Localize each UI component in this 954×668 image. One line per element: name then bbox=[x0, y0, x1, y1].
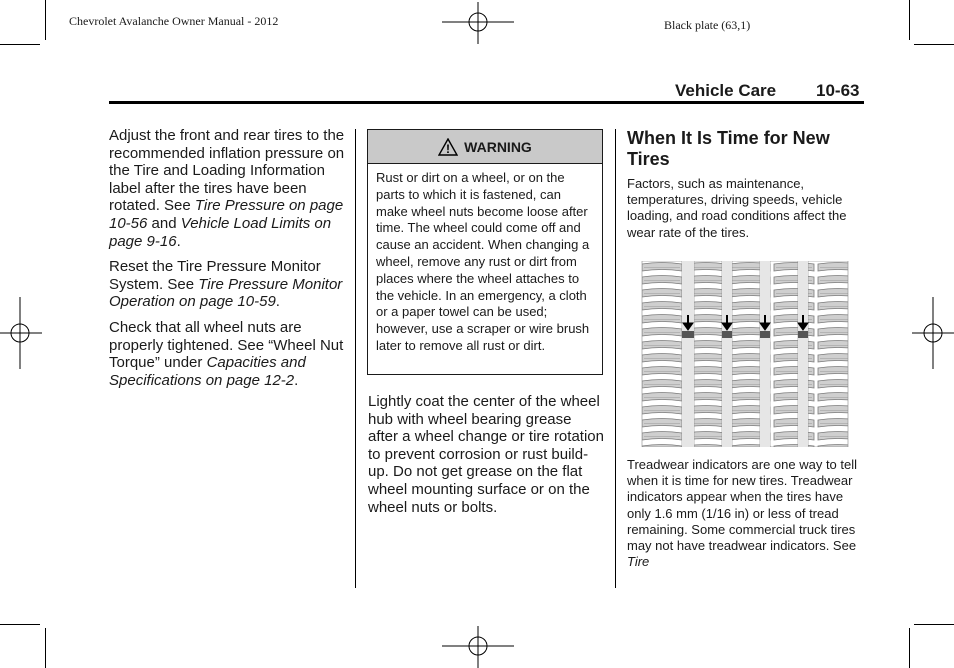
registration-mark-bottom bbox=[442, 626, 514, 668]
crop-mark bbox=[0, 44, 40, 45]
cross-reference[interactable]: Capacities and Specifications on page 12-2 bbox=[109, 354, 306, 389]
crop-mark bbox=[45, 628, 46, 668]
paragraph-wheel-hub-grease: Lightly coat the center of the wheel hub with wheel bearing grease after a wheel change or tire rotation to prevent corrosion or rust build-up. Do not get grease on the flat wheel mounting surface or on the wheel nuts or bolts. bbox=[368, 393, 604, 516]
registration-mark-left bbox=[0, 297, 42, 369]
registration-mark-top bbox=[442, 2, 514, 44]
warning-text: Rust or dirt on a wheel, or on the parts to which it is fastened, can make wheel nuts become loose after time. The wheel could come off and cause an accident. When changing a wheel, remove any rust or dirt from places where the wheel attaches to the vehicle. In an emergency, a cloth or a paper towel can be used; however, use a scraper or wire brush later to remove all rust or dirt. bbox=[376, 170, 590, 353]
paragraph-adjust-pressure: Adjust the front and rear tires to the recommended inflation pressure on the Tire and Loading Information label after the tires have been rotated. See Tire Pressure on page 10-56 and Vehicle Load Limits on page 9-16. bbox=[109, 127, 345, 250]
crop-mark bbox=[914, 44, 954, 45]
crop-mark bbox=[45, 0, 46, 40]
cross-reference[interactable]: Vehicle Load Limits on page 9-16 bbox=[109, 214, 332, 250]
warning-title: WARNING bbox=[464, 138, 532, 155]
cross-reference[interactable]: Tire Pressure on page 10-56 bbox=[109, 197, 344, 232]
crop-mark bbox=[909, 0, 910, 40]
paragraph-reset-tpms: Reset the Tire Pressure Monitor System. See Tire Pressure Monitor Operation on page 10-59. bbox=[109, 258, 343, 311]
plate-label: Black plate (63,1) bbox=[664, 18, 751, 32]
crop-mark bbox=[909, 628, 910, 668]
column-divider bbox=[615, 129, 616, 588]
header-rule bbox=[109, 101, 864, 104]
treadwear-indicator-illustration bbox=[640, 261, 850, 447]
registration-mark-right bbox=[912, 297, 954, 369]
warning-icon bbox=[438, 138, 458, 156]
page-number: 10-63 bbox=[816, 81, 860, 100]
warning-header bbox=[368, 130, 602, 164]
paragraph-wear-factors: Factors, such as maintenance, temperatures, driving speeds, vehicle loading, and road conditions affect the wear rate of the tires. bbox=[627, 176, 847, 240]
section-title: Vehicle Care bbox=[675, 81, 777, 100]
crop-mark bbox=[914, 624, 954, 625]
warning-box bbox=[367, 129, 603, 375]
paragraph-treadwear-indicators: Treadwear indicators are one way to tell when it is time for new tires. Treadwear indicators appear when the tires have only 1.6 mm (1/16 in) or less of tread remaining. Some commercial truck tires may not have treadwear indicators. See Tire bbox=[627, 457, 858, 570]
crop-mark bbox=[0, 624, 40, 625]
column-divider bbox=[355, 129, 356, 588]
section-heading: When It Is Time for New Tires bbox=[627, 128, 830, 169]
cross-reference[interactable]: Tire bbox=[627, 554, 650, 570]
svg-text:!: ! bbox=[446, 141, 451, 156]
manual-title: Chevrolet Avalanche Owner Manual - 2012 bbox=[69, 14, 279, 28]
cross-reference[interactable]: Tire Pressure Monitor Operation on page 10-59 bbox=[109, 275, 343, 311]
paragraph-check-nuts: Check that all wheel nuts are properly tightened. See “Wheel Nut Torque” under Capacities and Specifications on page 12-2. bbox=[109, 318, 344, 389]
column-1 bbox=[109, 127, 345, 397]
